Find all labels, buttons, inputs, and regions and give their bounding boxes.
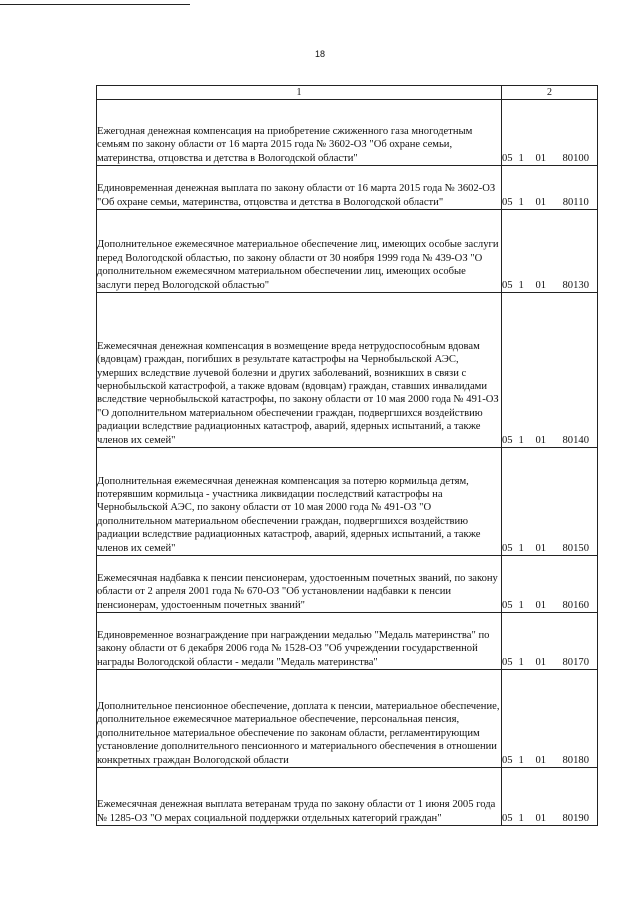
top-rule — [0, 4, 190, 5]
row-description: Ежегодная денежная компенсация на приобретение сжиженного газа многодетным семьям по закону области от 16 марта 2015 года № 3602-ОЗ "Об охране семьи, материнства, отцовства и детства в Вологодской области" — [97, 100, 502, 166]
code-subsection: 1 — [519, 670, 536, 768]
table-row — [97, 613, 598, 670]
row-description: Дополнительное ежемесячное материальное обеспечение лиц, имеющих особые заслуги перед Вологодской областью, по закону области от 30 ноября 1999 года № 439-ОЗ "О дополнительном ежемесячном материальном обеспечении лиц, имеющих особые заслуги перед Вологодской областью" — [97, 210, 502, 293]
table-row — [97, 670, 598, 768]
code-program: 01 — [536, 448, 555, 556]
code-item: 80100 — [555, 100, 598, 166]
table-row — [97, 556, 598, 613]
code-item: 80190 — [555, 768, 598, 826]
code-program: 01 — [536, 100, 555, 166]
table-row — [97, 768, 598, 826]
code-subsection: 1 — [519, 100, 536, 166]
code-subsection: 1 — [519, 613, 536, 670]
code-section: 05 — [502, 768, 519, 826]
code-program: 01 — [536, 670, 555, 768]
code-section: 05 — [502, 448, 519, 556]
row-description: Ежемесячная денежная компенсация в возмещение вреда нетрудоспособным вдовам (вдовцам) граждан, погибших в результате катастрофы на Чернобыльской АЭС, умерших вследствие лучевой болезни и других заболеваний, возникших в связи с чернобыльской катастрофой, а также вдовам (вдовцам) граждан, ставших инвалидами вследствие чернобыльской катастрофы, по закону области от 10 мая 2000 года № 491-ОЗ "О дополнительном материальном обеспечении граждан, подвергшихся воздействию радиации вследствие радиационных катастроф, аварий, ядерных испытаний, а также членов их семей" — [97, 293, 502, 448]
row-description: Дополнительное пенсионное обеспечение, доплата к пенсии, материальное обеспечение, дополнительное ежемесячное материальное обеспечение, персональная пенсия, дополнительное материальное обеспечение по законам области, регламентирующим установление дополнительного пенсионного и материального обеспечения в отношении конкретных граждан Вологодской области — [97, 670, 502, 768]
code-program: 01 — [536, 768, 555, 826]
page-number: 18 — [314, 49, 325, 59]
code-program: 01 — [536, 613, 555, 670]
budget-classification-table — [96, 85, 598, 826]
code-item: 80140 — [555, 293, 598, 448]
code-section: 05 — [502, 100, 519, 166]
code-subsection: 1 — [519, 293, 536, 448]
code-item: 80150 — [555, 448, 598, 556]
table-row — [97, 293, 598, 448]
table-row — [97, 100, 598, 166]
table-row — [97, 166, 598, 210]
table-row — [97, 210, 598, 293]
table-row — [97, 448, 598, 556]
row-description: Ежемесячная денежная выплата ветеранам труда по закону области от 1 июня 2005 года № 1285-ОЗ "О мерах социальной поддержки отдельных категорий граждан" — [97, 768, 502, 826]
code-program: 01 — [536, 293, 555, 448]
code-section: 05 — [502, 210, 519, 293]
code-item: 80160 — [555, 556, 598, 613]
code-item: 80180 — [555, 670, 598, 768]
row-description: Дополнительная ежемесячная денежная компенсация за потерю кормильца детям, потерявшим кормильца - участника ликвидации последствий катастрофы на Чернобыльской АЭС, по закону области от 10 мая 2000 года № 491-ОЗ "О дополнительном материальном обеспечении граждан, подвергшихся воздействию радиации вследствие радиационных катастроф, аварий, ядерных испытаний, а также членов их семей" — [97, 448, 502, 556]
code-item: 80130 — [555, 210, 598, 293]
header-col-1: 1 — [97, 86, 502, 100]
code-program: 01 — [536, 210, 555, 293]
code-section: 05 — [502, 613, 519, 670]
code-program: 01 — [536, 556, 555, 613]
code-item: 80110 — [555, 166, 598, 210]
code-section: 05 — [502, 293, 519, 448]
row-description: Ежемесячная надбавка к пенсии пенсионерам, удостоенным почетных званий, по закону области от 2 апреля 2001 года № 670-ОЗ "Об установлении надбавки к пенсии пенсионерам, удостоенным почетных званий" — [97, 556, 502, 613]
code-subsection: 1 — [519, 768, 536, 826]
row-description: Единовременная денежная выплата по закону области от 16 марта 2015 года № 3602-ОЗ "Об охране семьи, материнства, отцовства и детства в Вологодской области" — [97, 166, 502, 210]
code-subsection: 1 — [519, 166, 536, 210]
code-subsection: 1 — [519, 210, 536, 293]
code-subsection: 1 — [519, 448, 536, 556]
code-item: 80170 — [555, 613, 598, 670]
code-section: 05 — [502, 670, 519, 768]
row-description: Единовременное вознаграждение при награждении медалью "Медаль материнства" по закону области от 6 декабря 2006 года № 1528-ОЗ "Об учреждении государственной награды Вологодской области - медали "Медаль материнства" — [97, 613, 502, 670]
code-section: 05 — [502, 556, 519, 613]
table-header-row — [97, 86, 598, 100]
code-section: 05 — [502, 166, 519, 210]
header-col-2: 2 — [502, 86, 598, 100]
code-program: 01 — [536, 166, 555, 210]
code-subsection: 1 — [519, 556, 536, 613]
